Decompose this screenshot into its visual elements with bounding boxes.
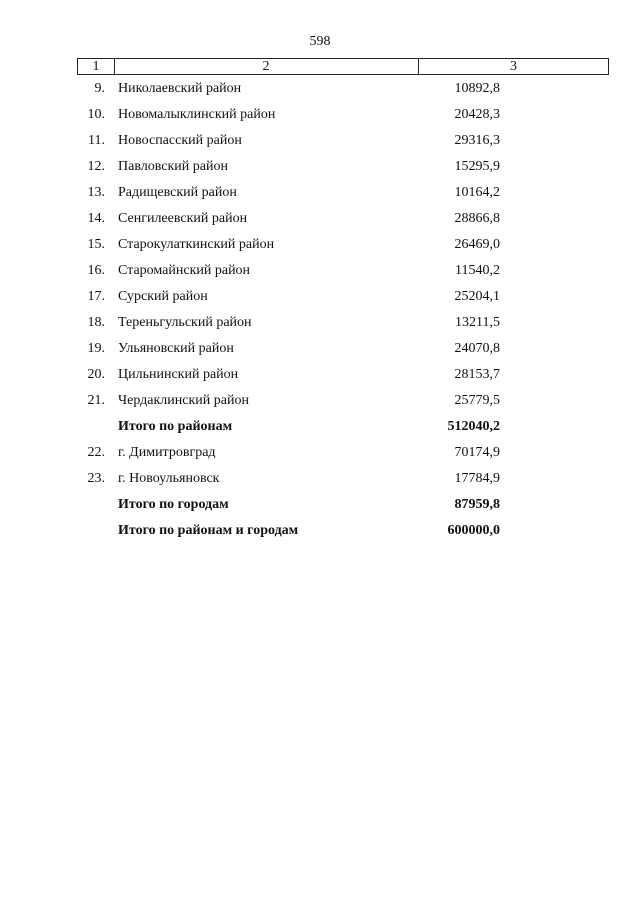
row-value: 29316,3 (454, 133, 500, 148)
row-number: 11. (88, 133, 105, 148)
row-number: 15. (87, 237, 105, 252)
row-value: 87959,8 (454, 497, 500, 512)
row-value: 10164,2 (454, 185, 500, 200)
table-row (0, 155, 640, 181)
row-name: Старокулаткинский район (118, 237, 275, 252)
table-row (0, 129, 640, 155)
row-name: Новоспасский район (118, 133, 242, 148)
table-header (77, 58, 609, 75)
row-name: Итого по районам и городам (118, 523, 299, 538)
row-number: 18. (87, 315, 105, 330)
row-name: Николаевский район (118, 81, 242, 96)
row-number: 20. (87, 367, 105, 382)
row-name: Новомалыклинский район (118, 107, 276, 122)
row-name: г. Димитровград (118, 445, 216, 460)
table-row (0, 467, 640, 493)
table-row (0, 389, 640, 415)
row-value: 17784,9 (454, 471, 500, 486)
header-col-3: 3 (510, 59, 517, 74)
table-row (0, 207, 640, 233)
table-row (0, 103, 640, 129)
header-col-1: 1 (78, 59, 115, 74)
row-value: 28153,7 (454, 367, 500, 382)
row-value: 20428,3 (454, 107, 500, 122)
row-value: 13211,5 (455, 315, 500, 330)
row-value: 25779,5 (454, 393, 500, 408)
table-row (0, 77, 640, 103)
table-row (0, 337, 640, 363)
table-total-row (0, 519, 640, 545)
row-name: Итого по городам (118, 497, 229, 512)
row-name: Радищевский район (118, 185, 237, 200)
table-total-row (0, 493, 640, 519)
table-row (0, 441, 640, 467)
row-name: Итого по районам (118, 419, 233, 434)
row-name: Павловский район (118, 159, 228, 174)
row-name: Цильнинский район (118, 367, 239, 382)
table-row (0, 233, 640, 259)
row-number: 14. (87, 211, 105, 226)
table-row (0, 363, 640, 389)
row-value: 28866,8 (454, 211, 500, 226)
row-value: 26469,0 (454, 237, 500, 252)
row-value: 15295,9 (454, 159, 500, 174)
table-row (0, 259, 640, 285)
row-value: 11540,2 (455, 263, 500, 278)
table-row (0, 311, 640, 337)
row-name: Чердаклинский район (118, 393, 249, 408)
row-number: 19. (87, 341, 105, 356)
row-number: 12. (87, 159, 105, 174)
row-value: 600000,0 (447, 523, 500, 538)
row-name: г. Новоульяновск (118, 471, 220, 486)
row-number: 10. (87, 107, 105, 122)
row-number: 21. (87, 393, 105, 408)
row-value: 25204,1 (454, 289, 500, 304)
row-number: 23. (87, 471, 105, 486)
row-name: Старомайнский район (118, 263, 251, 278)
row-number: 16. (87, 263, 105, 278)
row-name: Ульяновский район (118, 341, 234, 356)
header-col-2: 2 (114, 59, 419, 74)
row-value: 512040,2 (447, 419, 500, 434)
table-row (0, 181, 640, 207)
row-value: 10892,8 (454, 81, 500, 96)
row-value: 24070,8 (454, 341, 500, 356)
row-name: Сурский район (118, 289, 208, 304)
table-body (0, 77, 640, 545)
row-name: Тереньгульский район (118, 315, 252, 330)
row-number: 22. (87, 445, 105, 460)
page-number: 598 (309, 34, 331, 49)
row-number: 17. (87, 289, 105, 304)
row-number: 9. (94, 81, 105, 96)
table-total-row (0, 415, 640, 441)
row-value: 70174,9 (454, 445, 500, 460)
table-row (0, 285, 640, 311)
row-name: Сенгилеевский район (118, 211, 248, 226)
row-number: 13. (87, 185, 105, 200)
